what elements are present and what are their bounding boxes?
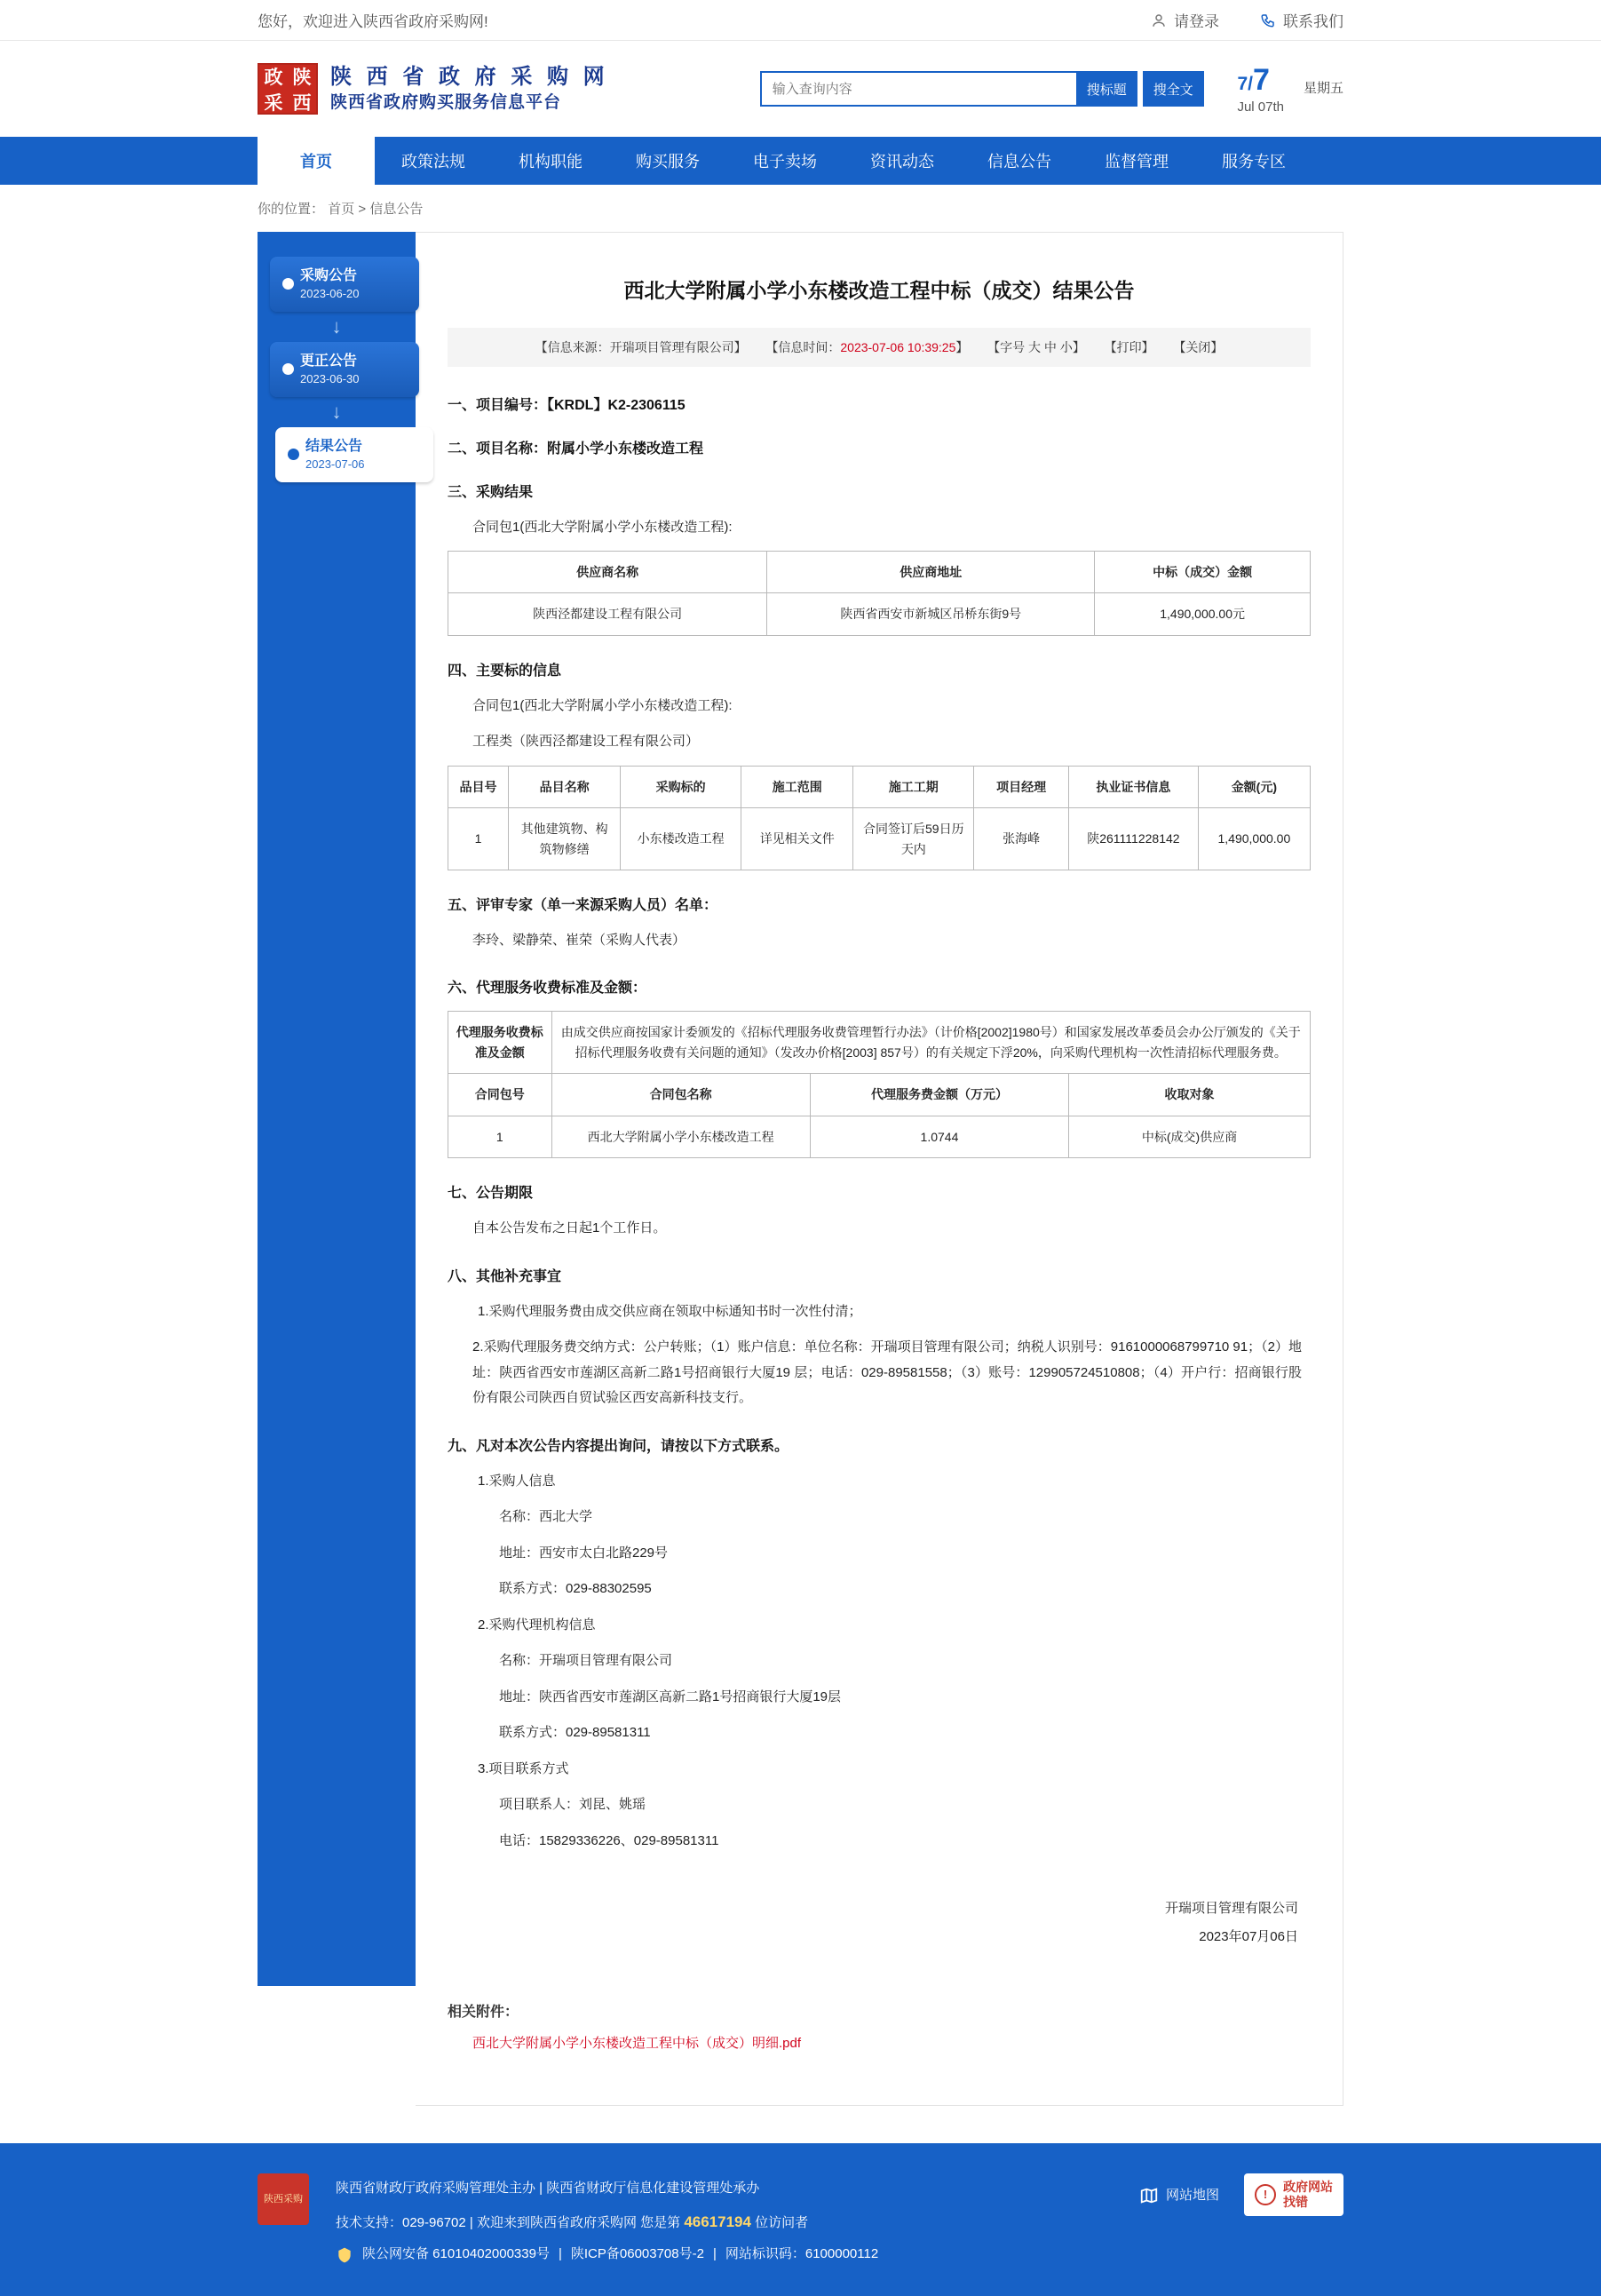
- footer-emblem-icon: 陕西采购: [258, 2173, 309, 2225]
- contact-link[interactable]: [1260, 9, 1343, 31]
- table-row: [448, 808, 1311, 870]
- table-row: [448, 593, 1311, 635]
- logo-mark-icon: [258, 63, 318, 115]
- welcome-text: 您好，欢迎进入陕西省政府采购网!: [258, 13, 488, 30]
- th-construction-scope: 施工范围: [741, 766, 853, 807]
- step-date: 2023-06-20: [300, 287, 360, 301]
- breadcrumb: [0, 185, 1601, 232]
- top-bar: [0, 0, 1601, 41]
- td-supplier-name: 陕西泾都建设工程有限公司: [448, 593, 767, 635]
- section-4-heading: 四、主要标的信息: [448, 663, 562, 679]
- gov-badge-text: [1283, 2180, 1333, 2210]
- table-header-row: [448, 766, 1311, 807]
- footer-sep-2: |: [712, 2245, 717, 2261]
- th-license-info: 执业证书信息: [1069, 766, 1199, 807]
- meta-time-value: 2023-07-06 10:39:25: [840, 339, 956, 354]
- page-title: 西北大学附属小学小东楼改造工程中标（成交）结果公告: [623, 279, 1135, 302]
- nav-item-news[interactable]: 资讯动态: [870, 153, 934, 171]
- contact-line-agency-address: 地址：陕西省西安市莲湖区高新二路1号招商银行大厦19层: [499, 1688, 842, 1704]
- signature-company: 开瑞项目管理有限公司: [1164, 1901, 1298, 1917]
- td-item-name: 其他建筑物、构筑物修缮: [508, 808, 620, 870]
- nav-item-purchase-service[interactable]: 购买服务: [636, 153, 700, 171]
- section-1-heading: 一、项目编号：【KRDL】K2-2306115: [448, 397, 686, 413]
- meta-close-button[interactable]: 【关闭】: [1173, 339, 1224, 354]
- search-title-button[interactable]: 搜标题: [1076, 71, 1137, 107]
- footer-visitor-count: 46617194: [684, 2213, 751, 2230]
- step-dot-icon: [282, 363, 294, 375]
- contact-line-project-heading: 3.项目联系方式: [478, 1760, 569, 1776]
- arrow-down-icon-2: ↓: [331, 401, 342, 423]
- section-5-experts: 李玲、梁静荣、崔荣（采购人代表）: [472, 932, 686, 948]
- contact-label: 联系我们: [1283, 13, 1343, 30]
- contact-line-project-phone: 电话：15829336226、029-89581311: [499, 1832, 719, 1848]
- td-fee-standard-text: 由成交供应商按国家计委颁发的《招标代理服务收费管理暂行办法》（计价格[2002]1980号）和国家发展改革委员会办公厅颁发的《关于招标代理服务收费有关问题的通知》（发改办价格[2003] 857号）的有关规定下浮20%，向采购代理机构一次性清招标代理服务费。: [551, 1012, 1310, 1074]
- section-2-heading: 二、项目名称：附属小学小东楼改造工程: [448, 441, 704, 457]
- document-meta-bar: [448, 328, 1311, 367]
- attachments-heading: 相关附件：: [448, 2005, 519, 2021]
- contact-line-purchaser-phone: 联系方式：029-88302595: [499, 1581, 652, 1597]
- document-body: [416, 232, 1343, 2106]
- section-3-heading: 三、采购结果: [448, 484, 534, 500]
- section-7-heading: 七、公告期限: [448, 1186, 534, 1202]
- th-package-name: 合同包名称: [551, 1074, 810, 1116]
- logo-char-3: 西: [292, 93, 312, 114]
- sitemap-label: 网站地图: [1165, 2188, 1219, 2204]
- content-wrapper: [0, 232, 1601, 2106]
- th-amount: 金额(元): [1198, 766, 1310, 807]
- login-label: 请登录: [1174, 13, 1219, 30]
- footer-icp[interactable]: 陕ICP备06003708号-2: [570, 2245, 704, 2261]
- sitemap-link[interactable]: [1139, 2185, 1219, 2204]
- site-title: 陕 西 省 政 府 采 购 网: [330, 64, 609, 89]
- nav-item-supervision[interactable]: 监督管理: [1105, 153, 1169, 171]
- meta-time-tail: 】: [955, 339, 969, 354]
- section-5-heading: 五、评审专家（单一来源采购人员）名单：: [448, 897, 718, 913]
- section-8-paragraph-2: 2.采购代理服务费交纳方式：公户转账；（1）账户信息：单位名称：开瑞项目管理有限公司；纳税人识别号：9161000068799710 91；（2）地址：陕西省西安市莲湖区高新二路1号招商银行大厦19 层；电话：029-89581558；（3）账号：129905724510808；（4）开户行：招商银行股份有限公司陕西自贸试验区西安高新科技支行。: [472, 1339, 1302, 1406]
- section-4-package: 合同包1(西北大学附属小学小东楼改造工程):: [472, 697, 733, 713]
- signature-date: 2023年07月06日: [1199, 1928, 1298, 1944]
- td-package-no: 1: [448, 1116, 552, 1157]
- footer-sep-1: |: [558, 2245, 562, 2261]
- step-title: 结果公告: [305, 439, 363, 455]
- footer-line-3: [336, 2239, 878, 2270]
- result-table: [448, 551, 1311, 636]
- footer-line-2-a: 技术支持：029-96702 | 欢迎来到陕西省政府采购网 您是第: [336, 2214, 681, 2230]
- td-supplier-address: 陕西省西安市新城区吊桥东街9号: [767, 593, 1095, 635]
- table-header-row: [448, 552, 1311, 593]
- table-row: [448, 1116, 1311, 1157]
- th-payer: 收取对象: [1069, 1074, 1311, 1116]
- breadcrumb-prefix: 你的位置：: [258, 202, 325, 217]
- nav-item-announcements[interactable]: 信息公告: [987, 153, 1051, 171]
- meta-time-label: 【信息时间：: [765, 339, 841, 354]
- process-sidebar: [258, 232, 416, 1986]
- user-icon: [1151, 12, 1167, 28]
- date-num-row: 7/7: [1237, 63, 1270, 97]
- nav-item-service-zone[interactable]: 服务专区: [1222, 153, 1286, 171]
- site-footer: [0, 2143, 1601, 2296]
- contact-line-purchaser-name: 名称：西北大学: [499, 1509, 593, 1525]
- nav-item-functions[interactable]: 机构职能: [519, 153, 583, 171]
- th-supplier-address: 供应商地址: [767, 552, 1095, 593]
- th-award-amount: 中标（成交）金额: [1095, 552, 1311, 593]
- section-4-type: 工程类（陕西泾都建设工程有限公司）: [472, 734, 700, 750]
- logo-text: [330, 63, 609, 115]
- step-title: 采购公告: [300, 268, 358, 284]
- td-payer: 中标(成交)供应商: [1069, 1116, 1311, 1157]
- td-fee-amount: 1.0744: [810, 1116, 1068, 1157]
- gov-badge-line1: 政府网站: [1283, 2180, 1333, 2195]
- contact-line-purchaser-heading: 1.采购人信息: [478, 1473, 556, 1489]
- section-8-heading: 八、其他补充事宜: [448, 1268, 562, 1284]
- th-construction-period: 施工工期: [853, 766, 974, 807]
- td-project-manager: 张海峰: [974, 808, 1069, 870]
- signature-block: [448, 1895, 1311, 1950]
- logo-char-0: 政: [264, 68, 283, 88]
- logo-char-1: 陕: [292, 68, 312, 88]
- search-input[interactable]: [760, 71, 1076, 107]
- section-9-heading: 九、凡对本次公告内容提出询问，请按以下方式联系。: [448, 1438, 789, 1454]
- date-block: [1237, 63, 1343, 115]
- table-header-row: [448, 1074, 1311, 1116]
- contact-line-agency-name: 名称：开瑞项目管理有限公司: [499, 1653, 673, 1669]
- search-area: [760, 71, 1204, 107]
- site-header: [0, 41, 1601, 137]
- date-day: 7: [1252, 63, 1270, 97]
- td-construction-scope: 详见相关文件: [741, 808, 853, 870]
- sidebar-step-purchase-notice[interactable]: [270, 257, 419, 312]
- footer-text-lines: [336, 2173, 878, 2269]
- td-fee-standard-label: 代理服务收费标准及金额: [448, 1012, 552, 1074]
- th-project-manager: 项目经理: [974, 766, 1069, 807]
- td-license-info: 陕261111228142: [1069, 808, 1199, 870]
- sidebar-step-correction-notice[interactable]: [270, 342, 419, 397]
- phone-icon: [1260, 12, 1276, 28]
- th-fee-amount: 代理服务费金额（万元）: [810, 1074, 1068, 1116]
- nav-item-home[interactable]: 首页: [258, 137, 375, 185]
- main-nav: [0, 137, 1601, 185]
- th-package-no: 合同包号: [448, 1074, 552, 1116]
- section-7-text: 自本公告发布之日起1个工作日。: [472, 1220, 667, 1236]
- attachment-link[interactable]: 西北大学附属小学小东楼改造工程中标（成交）明细.pdf: [472, 2036, 802, 2052]
- breadcrumb-home[interactable]: 首页: [328, 202, 355, 217]
- step-title: 更正公告: [300, 354, 358, 369]
- search-fulltext-button[interactable]: 搜全文: [1143, 71, 1204, 107]
- footer-site-code: 网站标识码：6100000112: [725, 2245, 879, 2261]
- weekday-label: 星期五: [1303, 80, 1343, 96]
- site-subtitle: 陕西省政府购买服务信息平台: [330, 93, 562, 113]
- th-procurement-target: 采购标的: [621, 766, 741, 807]
- agency-fee-table: [448, 1011, 1311, 1158]
- date-numeric: [1237, 63, 1284, 115]
- footer-right: [1139, 2173, 1343, 2216]
- contact-line-agency-heading: 2.采购代理机构信息: [478, 1617, 596, 1633]
- meta-fontsize[interactable]: 【字号 大 中 小】: [987, 339, 1085, 354]
- td-item-no: 1: [448, 808, 509, 870]
- table-row: [448, 1012, 1311, 1074]
- gov-badge-line2: 找错: [1283, 2194, 1308, 2209]
- logo-char-2: 采: [264, 93, 283, 114]
- td-construction-period: 合同签订后59日历天内: [853, 808, 974, 870]
- nav-item-emarket[interactable]: 电子卖场: [753, 153, 817, 171]
- th-item-no: 品目号: [448, 766, 509, 807]
- meta-print-button[interactable]: 【打印】: [1104, 339, 1154, 354]
- meta-source: 【信息来源：开瑞项目管理有限公司】: [535, 339, 747, 354]
- contact-line-purchaser-address: 地址：西安市太白北路229号: [499, 1545, 669, 1561]
- date-month: 7: [1237, 74, 1248, 94]
- map-icon: [1139, 2186, 1157, 2204]
- step-date: 2023-07-06: [305, 457, 365, 472]
- contact-line-project-person: 项目联系人：刘昆、姚瑶: [499, 1797, 646, 1813]
- gov-website-report-badge[interactable]: [1244, 2173, 1343, 2216]
- breadcrumb-current: 信息公告: [369, 202, 424, 217]
- footer-line-1: 陕西省财政厅政府采购管理处主办 | 陕西省财政厅信息化建设管理处承办: [336, 2181, 760, 2197]
- contact-line-agency-phone: 联系方式：029-89581311: [499, 1725, 651, 1741]
- target-info-table: [448, 766, 1311, 870]
- step-date: 2023-06-30: [300, 372, 360, 386]
- site-logo[interactable]: [258, 63, 609, 115]
- footer-police-record[interactable]: 陕公网安备 61010402000339号: [362, 2245, 550, 2261]
- th-supplier-name: 供应商名称: [448, 552, 767, 593]
- section-6-heading: 六、代理服务收费标准及金额：: [448, 981, 647, 997]
- breadcrumb-sep: >: [358, 202, 367, 217]
- report-icon: !: [1255, 2184, 1276, 2205]
- td-amount: 1,490,000.00: [1198, 808, 1310, 870]
- arrow-down-icon-1: ↓: [331, 315, 342, 338]
- top-bar-right: [1151, 9, 1343, 31]
- footer-line-2-b: 位访问者: [755, 2214, 809, 2230]
- step-dot-icon: [282, 278, 294, 290]
- th-item-name: 品目名称: [508, 766, 620, 807]
- td-package-name: 西北大学附属小学小东楼改造工程: [551, 1116, 810, 1157]
- footer-line-2: [336, 2205, 878, 2239]
- section-3-package: 合同包1(西北大学附属小学小东楼改造工程):: [472, 519, 733, 535]
- police-badge-icon: [336, 2245, 353, 2263]
- sidebar-step-result-notice[interactable]: [275, 427, 433, 482]
- section-8-paragraph-1: 1.采购代理服务费由成交供应商在领取中标通知书时一次性付清；: [478, 1303, 862, 1319]
- date-english: Jul 07th: [1237, 99, 1284, 115]
- nav-item-policy[interactable]: 政策法规: [401, 153, 465, 171]
- td-award-amount: 1,490,000.00元: [1095, 593, 1311, 635]
- td-procurement-target: 小东楼改造工程: [621, 808, 741, 870]
- step-dot-icon: [288, 449, 299, 460]
- login-link[interactable]: [1151, 9, 1219, 31]
